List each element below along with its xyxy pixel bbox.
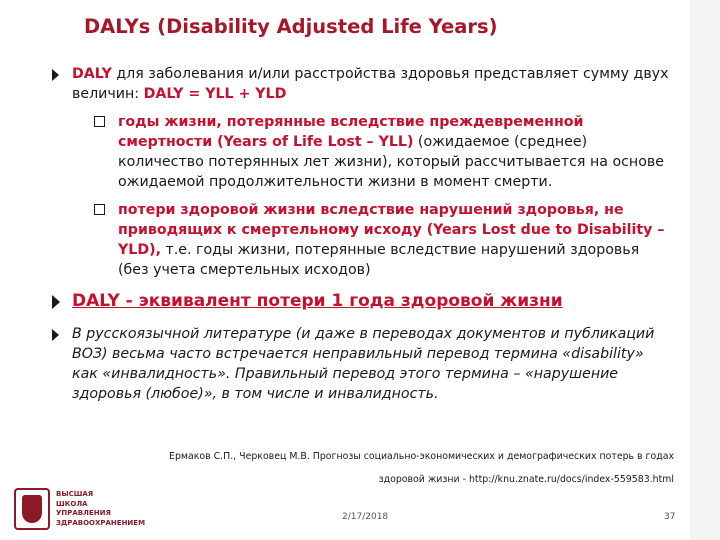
triangle-bullet-icon	[52, 295, 60, 309]
logo-line: ВЫСШАЯ	[56, 490, 94, 498]
logo-text	[56, 490, 146, 528]
yld-explanation: т.е. годы жизни, потерянные вследствие нарушений здоровья (без учета смертельных исходов)	[118, 242, 640, 278]
checkbox-bullet-icon	[94, 204, 105, 215]
citation-line-2: здоровой жизни - http://knu.znate.ru/docs/index-559583.html	[378, 474, 674, 485]
sub-bullet-yll	[72, 112, 672, 192]
daly-description: для заболевания и/или расстройства здоровья представляет сумму двух величин:	[72, 66, 669, 102]
logo-line: УПРАВЛЕНИЯ	[56, 509, 111, 517]
logo-line: ЗДРАВООХРАНЕНИЕМ	[56, 518, 146, 527]
triangle-bullet-icon	[52, 329, 59, 341]
slide-date: 2/17/2018	[342, 512, 389, 522]
logo-line: ШКОЛА	[56, 499, 88, 508]
right-side-bar	[690, 0, 720, 540]
triangle-bullet-icon	[52, 69, 59, 81]
checkbox-bullet-icon	[94, 116, 105, 127]
translation-note-text: В русскоязычной литературе (и даже в переводах документов и публикаций ВОЗ) весьма часто встречается неправильный перевод термина «disability» как «инвалидность». Правильный перевод этого термина – «нарушение здоровья (любое)», в том числе и инвалидность.	[72, 326, 655, 402]
sub-bullet-yld	[72, 200, 672, 280]
sub-bullet-text	[118, 200, 672, 280]
bullet-daly-definition	[52, 64, 672, 280]
slide-content	[52, 64, 672, 412]
citation-line-1: Ермаков С.П., Черковец М.В. Прогнозы социально-экономических и демографических потерь в годах	[169, 451, 674, 462]
daly-formula: DALY = YLL + YLD	[143, 86, 287, 102]
bullet-text	[72, 64, 672, 104]
daly-equivalent-text: DALY - эквивалент потери 1 года здоровой жизни	[72, 291, 563, 311]
daly-lead: DALY	[72, 66, 112, 82]
yld-definition: потери здоровой жизни вследствие нарушений здоровья, не приводящих к смертельному исходу (Years Lost due to Disability – YLD),	[118, 202, 665, 258]
sub-bullet-text	[118, 112, 672, 192]
bullet-daly-equivalent	[52, 288, 672, 314]
hospital-management-school-logo	[14, 488, 144, 532]
slide-number: 37	[664, 512, 676, 522]
yll-explanation: (ожидаемое (среднее) количество потерянных лет жизни), который рассчитывается на основе ожидаемой продолжительности жизни в момент смерти.	[118, 134, 664, 190]
slide-title: DALYs (Disability Adjusted Life Years)	[84, 15, 498, 38]
bullet-translation-note	[52, 324, 672, 404]
logo-emblem-icon	[14, 488, 50, 530]
yll-definition: годы жизни, потерянные вследствие преждевременной смертности (Years of Life Lost – YLL)	[118, 114, 584, 150]
